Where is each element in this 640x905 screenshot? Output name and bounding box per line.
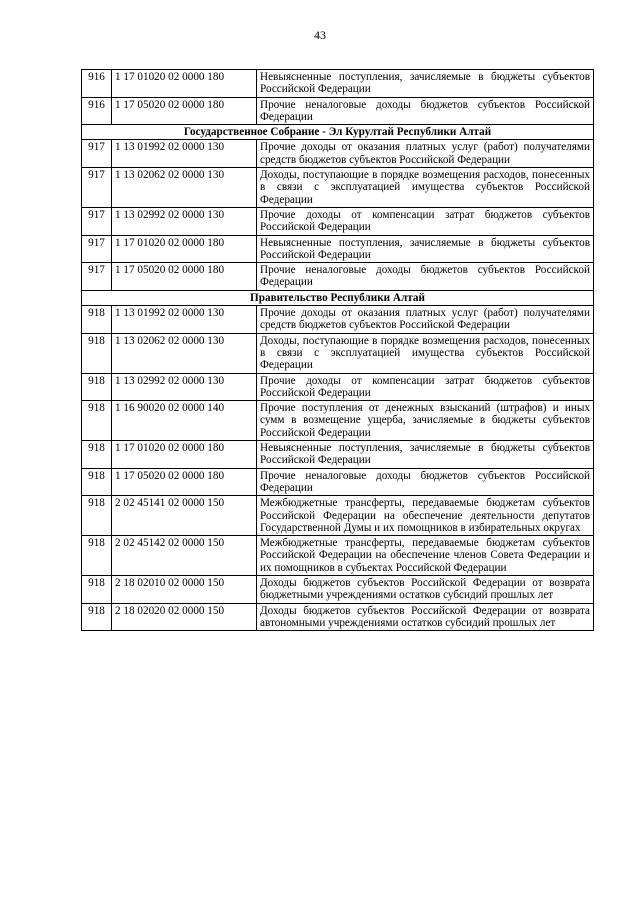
revenue-name-cell: Доходы бюджетов субъектов Российской Федерации от возврата автономными учреждениями остатков субсидий прошлых лет [257,603,594,631]
classification-code-cell: 1 13 01992 02 0000 130 [112,140,257,168]
classification-code-cell: 1 17 01020 02 0000 180 [112,70,257,98]
table-row [82,168,594,208]
admin-code-cell: 917 [82,235,112,263]
table-row [82,401,594,441]
admin-code-cell: 917 [82,207,112,235]
revenue-name-cell: Прочие доходы от оказания платных услуг (работ) получателями средств бюджетов субъектов Российской Федерации [257,306,594,334]
table-row [82,235,594,263]
admin-code-cell: 918 [82,306,112,334]
admin-code-cell: 918 [82,333,112,373]
table-row [82,536,594,576]
revenue-name-cell: Прочие неналоговые доходы бюджетов субъектов Российской Федерации [257,263,594,291]
revenue-name-cell: Доходы, поступающие в порядке возмещения расходов, понесенных в связи с эксплуатацией имущества субъектов Российской Федерации [257,333,594,373]
admin-code-cell: 916 [82,97,112,125]
revenue-name-cell: Прочие неналоговые доходы бюджетов субъектов Российской Федерации [257,97,594,125]
revenue-name-cell: Доходы, поступающие в порядке возмещения расходов, понесенных в связи с эксплуатацией имущества субъектов Российской Федерации [257,168,594,208]
classification-code-cell: 1 17 05020 02 0000 180 [112,468,257,496]
table-row [82,603,594,631]
classification-code-cell: 1 17 05020 02 0000 180 [112,97,257,125]
admin-code-cell: 916 [82,70,112,98]
classification-code-cell: 2 18 02020 02 0000 150 [112,603,257,631]
revenue-name-cell: Прочие доходы от компенсации затрат бюджетов субъектов Российской Федерации [257,207,594,235]
admin-code-cell: 918 [82,441,112,469]
classification-code-cell: 2 18 02010 02 0000 150 [112,575,257,603]
table-row [82,441,594,469]
table-row [82,333,594,373]
classification-code-cell: 1 17 05020 02 0000 180 [112,263,257,291]
revenue-code-table [81,69,594,631]
admin-code-cell: 918 [82,575,112,603]
table-row [82,263,594,291]
classification-code-cell: 1 17 01020 02 0000 180 [112,235,257,263]
table-row [82,496,594,536]
revenue-name-cell: Прочие неналоговые доходы бюджетов субъектов Российской Федерации [257,468,594,496]
classification-code-cell: 2 02 45141 02 0000 150 [112,496,257,536]
admin-code-cell: 918 [82,401,112,441]
classification-code-cell: 1 13 02062 02 0000 130 [112,168,257,208]
table-row [82,97,594,125]
admin-code-cell: 917 [82,168,112,208]
section-header-row [82,290,594,305]
revenue-name-cell: Межбюджетные трансферты, передаваемые бюджетам субъектов Российской Федерации на обеспечение деятельности депутатов Государственной Думы и их помощников в избирательных округах [257,496,594,536]
table-row [82,468,594,496]
classification-code-cell: 1 13 02992 02 0000 130 [112,373,257,401]
admin-code-cell: 917 [82,140,112,168]
revenue-name-cell: Невыясненные поступления, зачисляемые в бюджеты субъектов Российской Федерации [257,70,594,98]
section-title: Государственное Собрание - Эл Курултай Республики Алтай [82,125,594,140]
table-row [82,373,594,401]
revenue-name-cell: Доходы бюджетов субъектов Российской Федерации от возврата бюджетными учреждениями остатков субсидий прошлых лет [257,575,594,603]
classification-code-cell: 1 13 02062 02 0000 130 [112,333,257,373]
section-title: Правительство Республики Алтай [82,290,594,305]
table-row [82,207,594,235]
revenue-name-cell: Прочие доходы от оказания платных услуг (работ) получателями средств бюджетов субъектов Российской Федерации [257,140,594,168]
classification-code-cell: 2 02 45142 02 0000 150 [112,536,257,576]
classification-code-cell: 1 13 01992 02 0000 130 [112,306,257,334]
revenue-name-cell: Невыясненные поступления, зачисляемые в бюджеты субъектов Российской Федерации [257,235,594,263]
revenue-name-cell: Межбюджетные трансферты, передаваемые бюджетам субъектов Российской Федерации на обеспечение членов Совета Федерации и их помощников в субъектах Российской Федерации [257,536,594,576]
admin-code-cell: 918 [82,468,112,496]
revenue-name-cell: Прочие поступления от денежных взысканий (штрафов) и иных сумм в возмещение ущерба, зачисляемые в бюджеты субъектов Российской Федерации [257,401,594,441]
table-row [82,140,594,168]
table-row [82,575,594,603]
classification-code-cell: 1 17 01020 02 0000 180 [112,441,257,469]
classification-code-cell: 1 16 90020 02 0000 140 [112,401,257,441]
table-row [82,70,594,98]
table-body [82,70,594,631]
page-number: 43 [314,28,326,42]
admin-code-cell: 918 [82,496,112,536]
admin-code-cell: 918 [82,373,112,401]
table-row [82,306,594,334]
revenue-name-cell: Невыясненные поступления, зачисляемые в бюджеты субъектов Российской Федерации [257,441,594,469]
admin-code-cell: 917 [82,263,112,291]
revenue-name-cell: Прочие доходы от компенсации затрат бюджетов субъектов Российской Федерации [257,373,594,401]
section-header-row [82,125,594,140]
admin-code-cell: 918 [82,536,112,576]
classification-code-cell: 1 13 02992 02 0000 130 [112,207,257,235]
admin-code-cell: 918 [82,603,112,631]
